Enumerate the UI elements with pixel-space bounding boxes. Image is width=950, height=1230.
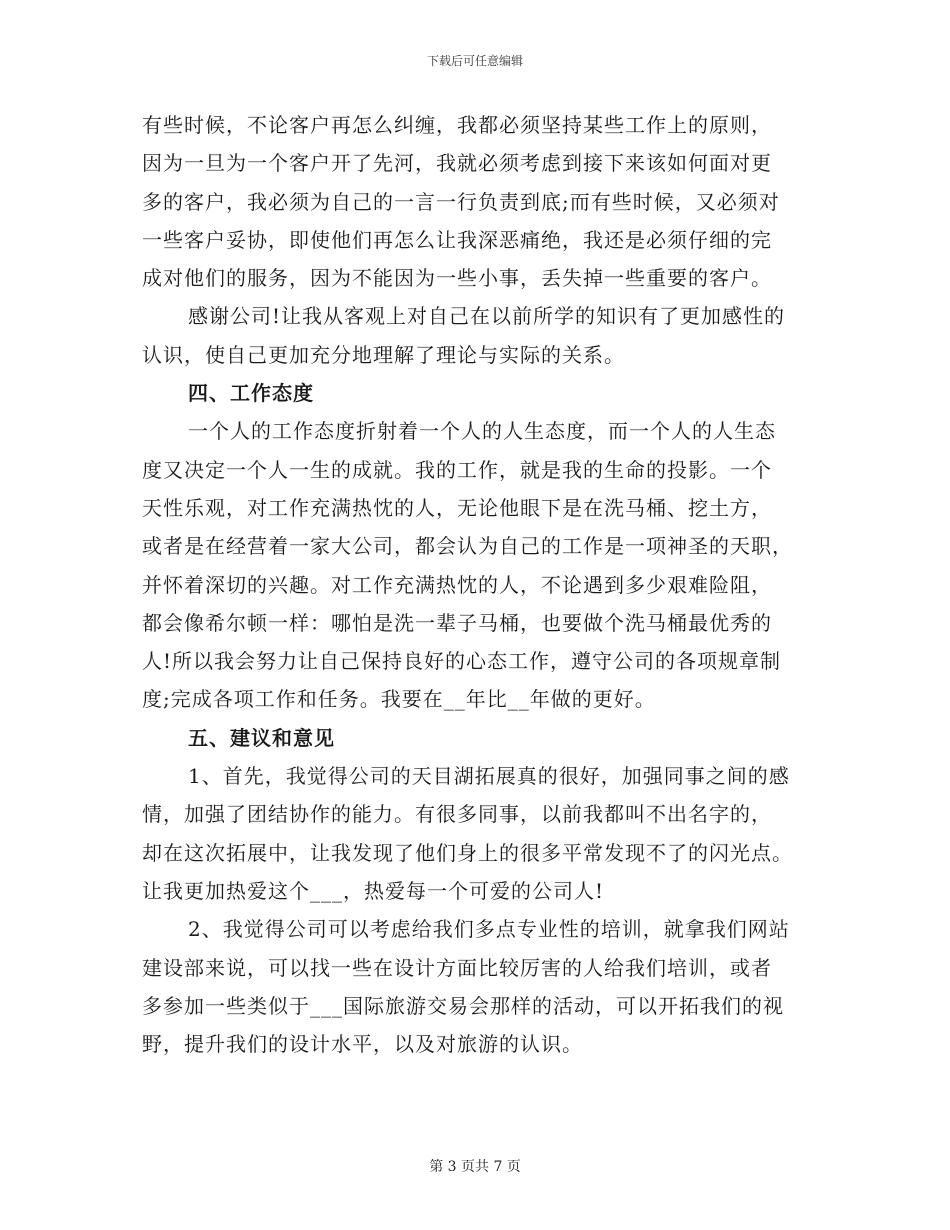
text-line: 成对他们的服务，因为不能因为一些小事，丢失掉一些重要的客户。	[142, 266, 772, 291]
text-line: 1、首先，我觉得公司的天目湖拓展真的很好，加强同事之间的感	[188, 764, 790, 789]
paragraph-suggestion-1	[142, 757, 814, 910]
document-body	[142, 106, 814, 1063]
text-line: 一个人的工作态度折射着一个人的人生态度，而一个人的人生态	[188, 419, 776, 444]
text-line: 多参加一些类似于___国际旅游交易会那样的活动，可以开拓我们的视	[142, 993, 784, 1018]
text-line: 感谢公司!让我从客观上对自己在以前所学的知识有了更加感性的	[188, 304, 786, 329]
text-line: 因为一旦为一个客户开了先河，我就必须考虑到接下来该如何面对更	[142, 151, 772, 176]
paragraph-customer-principles	[142, 106, 814, 297]
page-footer: 第 3 页共 7 页	[429, 1159, 521, 1175]
text-line: 人!所以我会努力让自己保持良好的心态工作，遵守公司的各项规章制	[142, 649, 782, 674]
text-line: 让我更加热爱这个___，热爱每一个可爱的公司人!	[142, 878, 605, 903]
text-line: 认识，使自己更加充分地理解了理论与实际的关系。	[142, 342, 625, 367]
paragraph-work-attitude	[142, 412, 814, 718]
text-line: 并怀着深切的兴趣。对工作充满热忱的人，不论遇到多少艰难险阻，	[142, 572, 772, 597]
text-line: 或者是在经营着一家大公司，都会认为自己的工作是一项神圣的天职，	[142, 534, 793, 559]
text-line: 情，加强了团结协作的能力。有很多同事，以前我都叫不出名字的，	[142, 802, 772, 827]
text-line: 多的客户，我必须为自己的一言一行负责到底;而有些时候，又必须对	[142, 189, 780, 214]
section-heading-work-attitude: 四、工作态度	[188, 381, 314, 406]
text-line: 都会像希尔顿一样：哪怕是洗一辈子马桶，也要做个洗马桶最优秀的	[142, 610, 772, 635]
text-line: 天性乐观，对工作充满热忱的人，无论他眼下是在洗马桶、挖土方，	[142, 495, 772, 520]
text-line: 却在这次拓展中，让我发现了他们身上的很多平常发现不了的闪光点。	[142, 840, 793, 865]
text-line: 建设部来说，可以找一些在设计方面比较厉害的人给我们培训，或者	[142, 955, 772, 980]
text-line: 一些客户妥协，即使他们再怎么让我深恶痛绝，我还是必须仔细的完	[142, 227, 772, 252]
text-line: 2、我觉得公司可以考虑给我们多点专业性的培训，就拿我们网站	[188, 917, 790, 942]
text-line: 有些时候，不论客户再怎么纠缠，我都必须坚持某些工作上的原则，	[142, 113, 772, 137]
text-line: 度又决定一个人一生的成就。我的工作，就是我的生命的投影。一个	[142, 457, 772, 482]
text-line: 野，提升我们的设计水平，以及对旅游的认识。	[142, 1032, 583, 1057]
section-heading-suggestions: 五、建议和意见	[188, 725, 335, 750]
text-line: 度;完成各项工作和任务。我要在__年比__年做的更好。	[142, 687, 656, 712]
paragraph-suggestion-2	[142, 910, 814, 1063]
page-header: 下载后可任意编辑	[426, 54, 523, 68]
paragraph-thanks	[142, 297, 814, 374]
